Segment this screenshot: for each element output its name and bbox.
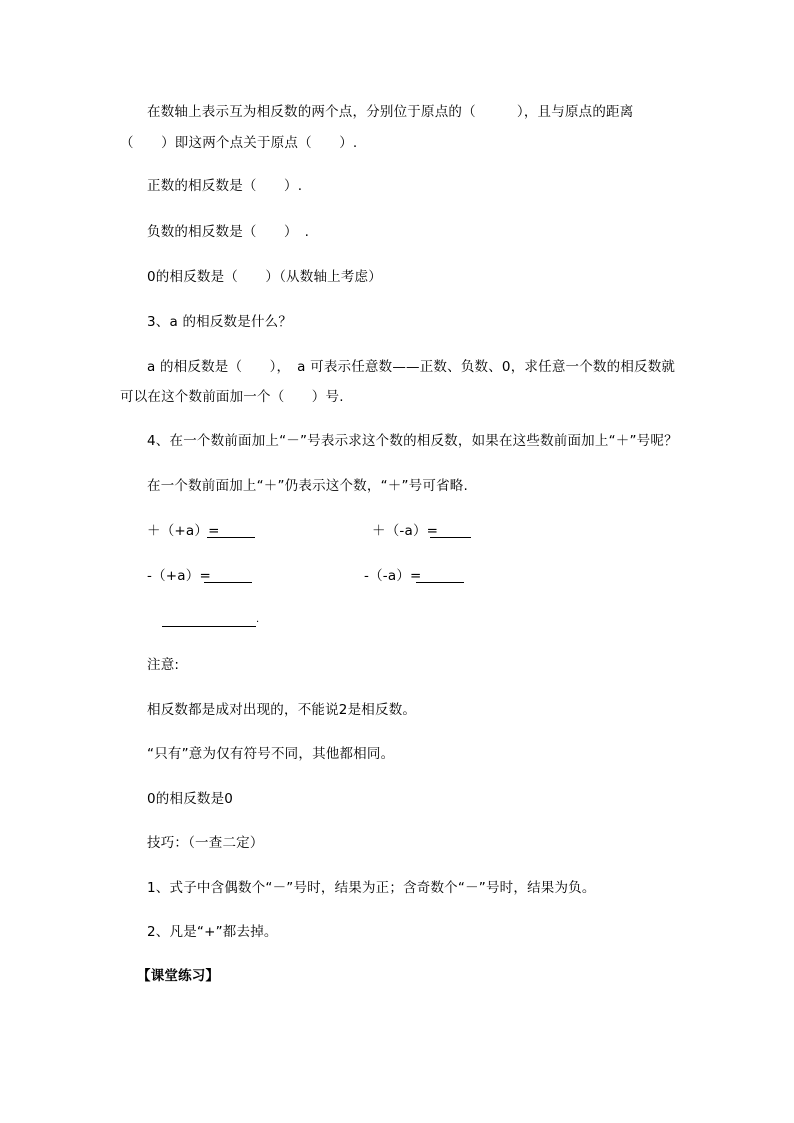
tip-heading: 技巧：（一查二定）: [147, 835, 264, 851]
opposite-points-line2: （ ）即这两个点关于原点（ ）.: [120, 135, 358, 151]
expr-minus-minus-a: -（-a）=: [364, 568, 422, 584]
summary-blank-period: .: [256, 614, 260, 625]
tip-item-1: 1、式子中含偶数个“－”号时，结果为正；含奇数个“－”号时，结果为负。: [147, 880, 596, 896]
a-opposite-line1: a 的相反数是（ ）， a 可表示任意数——正数、负数、0，求任意一个数的相反数就: [147, 359, 676, 375]
note-item-2: “只有”意为仅有符号不同，其他都相同。: [147, 746, 395, 762]
question-4-heading: 4、在一个数前面加上“－”号表示求这个数的相反数，如果在这些数前面加上“＋”号呢？: [147, 433, 678, 449]
a-opposite-line2: 可以在这个数前面加一个（ ）号.: [120, 389, 344, 405]
answer-blank: [416, 582, 464, 583]
positive-opposite: 正数的相反数是（ ）.: [147, 178, 303, 194]
zero-opposite: 0的相反数是（ ）（从数轴上考虑）: [147, 269, 382, 285]
expr-plus-plus-a: ＋（+a）=: [147, 523, 220, 539]
section-practice-heading: 【课堂练习】: [137, 968, 220, 984]
answer-blank: [204, 582, 252, 583]
expr-minus-plus-a: -（+a）=: [147, 568, 211, 584]
answer-blank: [430, 537, 471, 538]
answer-blank: [207, 537, 255, 538]
opposite-points-line1: 在数轴上表示互为相反数的两个点，分别位于原点的（ ），且与原点的距离: [147, 104, 634, 120]
plus-sign-note: 在一个数前面加上“＋”仍表示这个数，“＋”号可省略.: [147, 478, 468, 494]
summary-blank: [162, 626, 256, 627]
question-3-heading: 3、a 的相反数是什么？: [147, 314, 293, 330]
note-heading: 注意:: [147, 657, 180, 673]
tip-item-2: 2、凡是“+”都去掉。: [147, 924, 278, 940]
negative-opposite: 负数的相反数是（ ） .: [147, 224, 310, 240]
note-item-1: 相反数都是成对出现的，不能说2是相反数。: [147, 702, 417, 718]
expr-plus-minus-a: ＋（-a）=: [372, 523, 439, 539]
note-item-3: 0的相反数是0: [147, 791, 234, 807]
